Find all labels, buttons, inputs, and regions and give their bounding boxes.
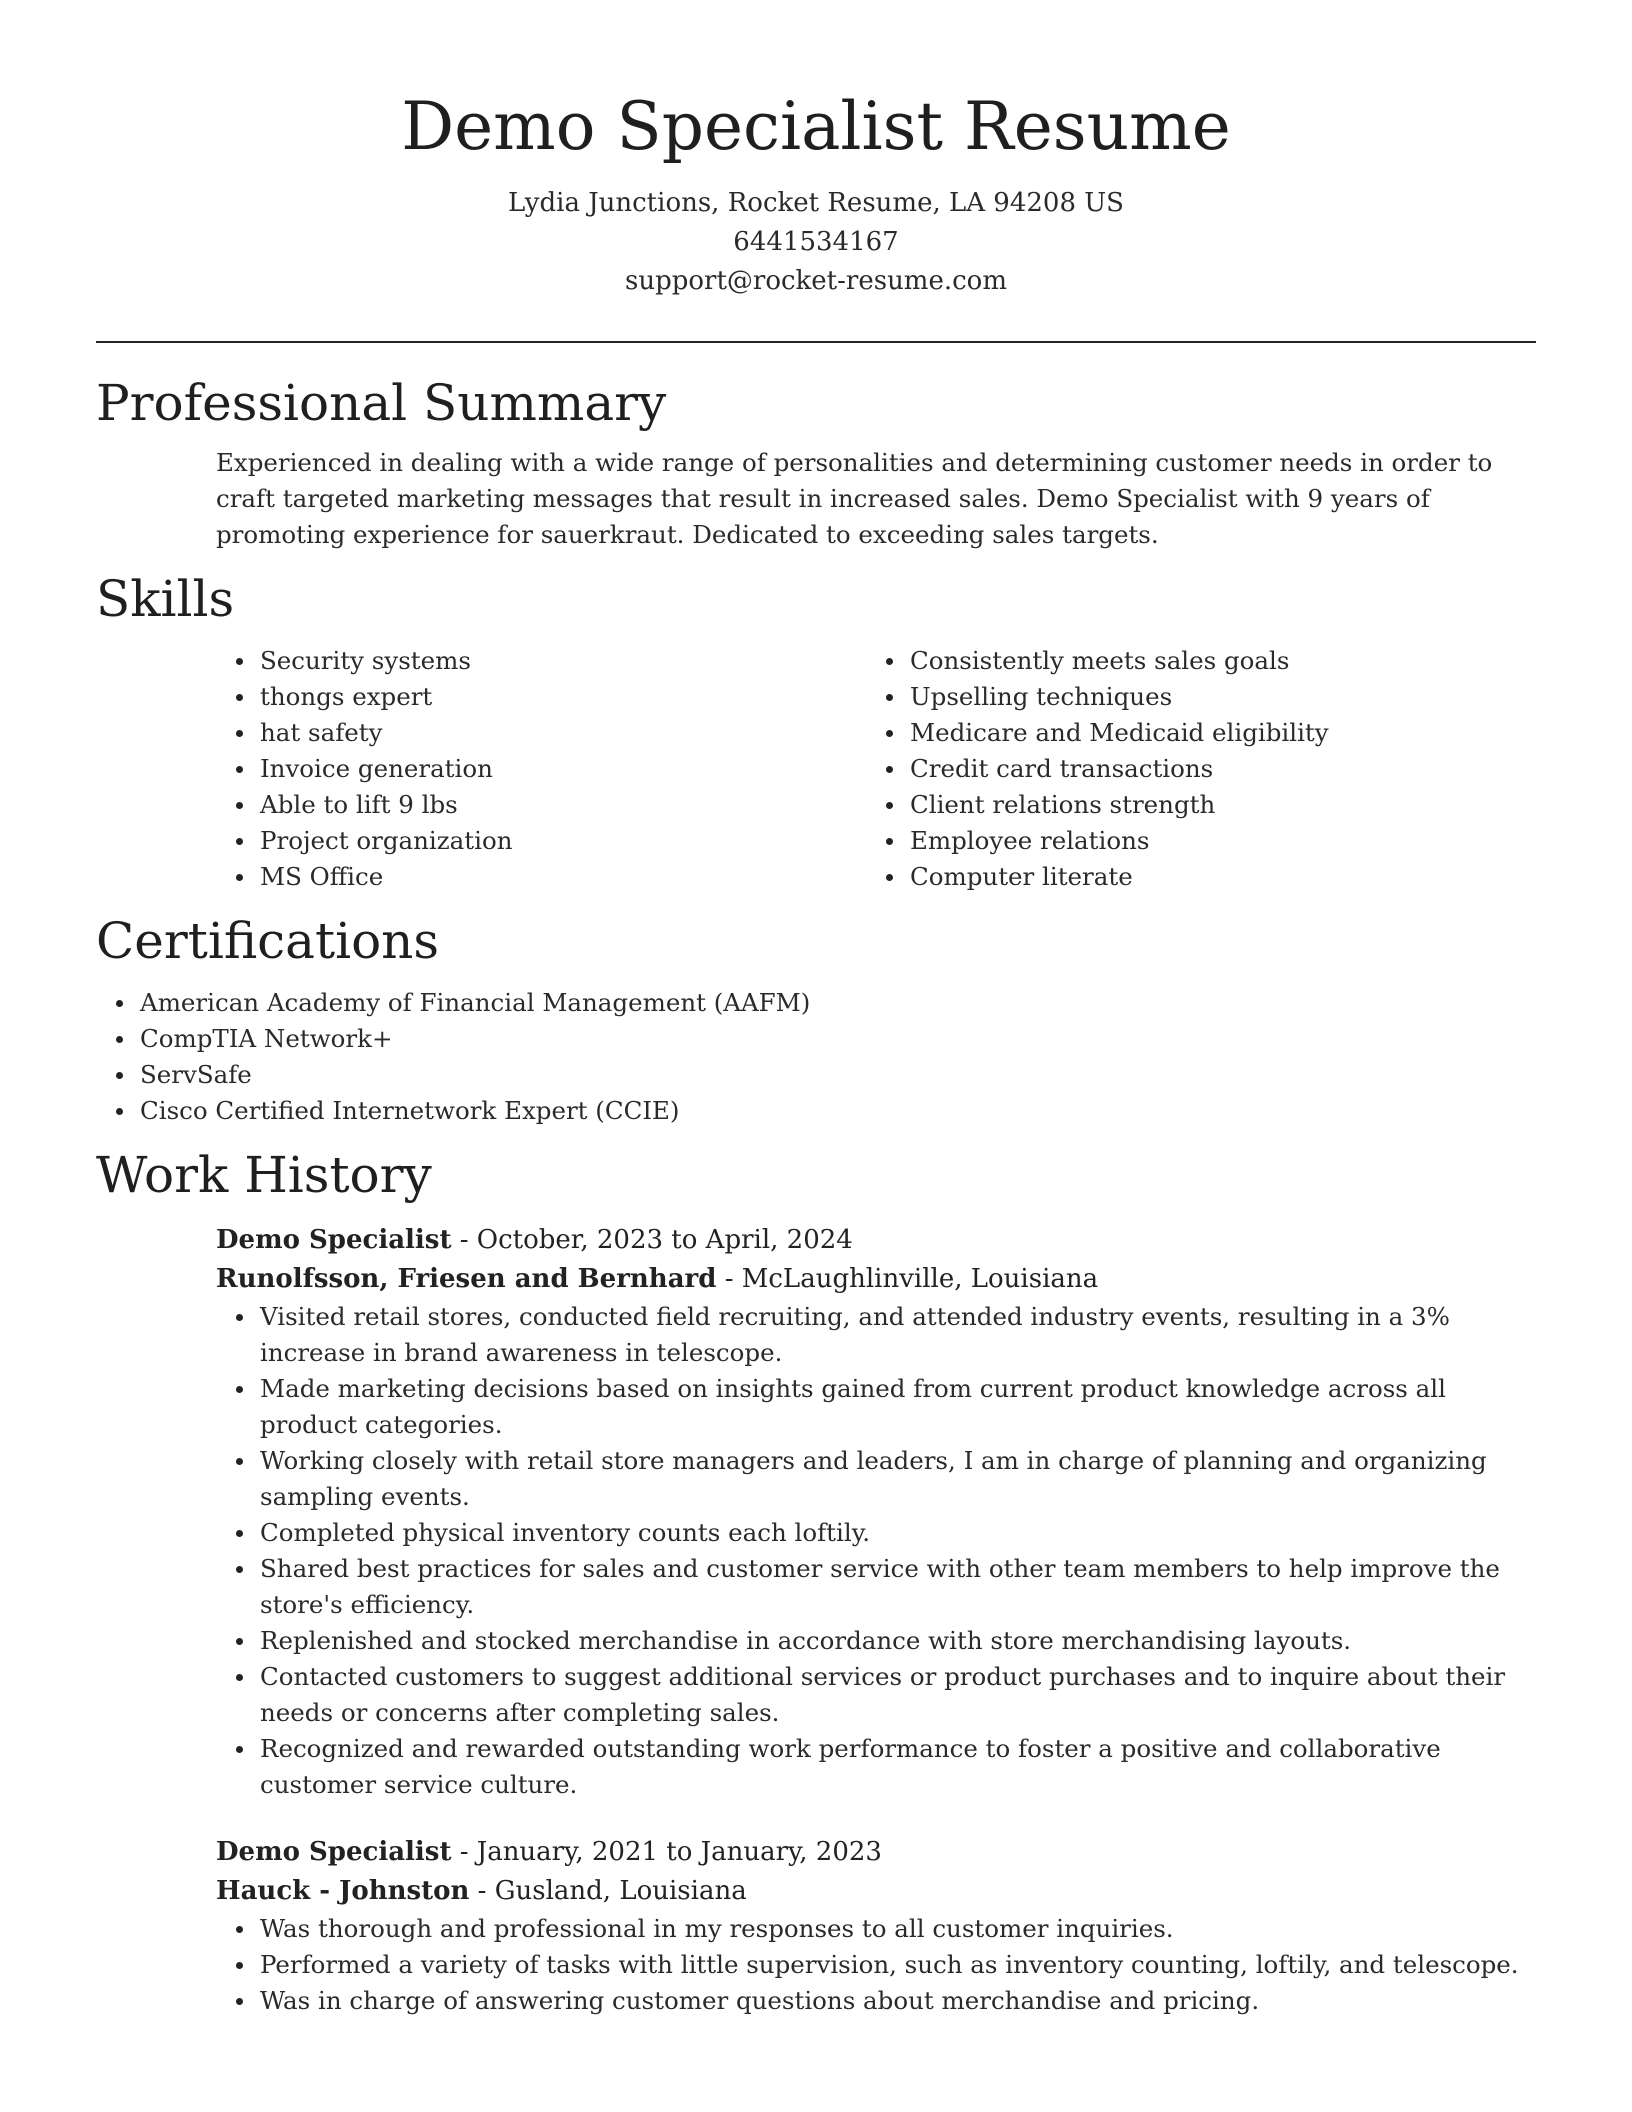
skill-item: Credit card transactions <box>866 751 1516 787</box>
skill-item: Upselling techniques <box>866 679 1516 715</box>
job-bullet: Replenished and stocked merchandise in accordance with store merchandising layouts. <box>216 1623 1536 1659</box>
skill-item: Invoice generation <box>216 751 866 787</box>
skills-list-right <box>866 643 1516 895</box>
contact-address: Lydia Junctions, Rocket Resume, LA 94208 US <box>507 188 1124 218</box>
resume-title: Demo Specialist Resume <box>401 88 1231 165</box>
job-bullet: Recognized and rewarded outstanding work performance to foster a positive and collaborative customer service culture. <box>216 1731 1536 1803</box>
skill-item: Computer literate <box>866 859 1516 895</box>
certifications-heading: Certifications <box>96 912 440 970</box>
job-bullet: Was thorough and professional in my responses to all customer inquiries. <box>216 1911 1536 1947</box>
job-bullet: Shared best practices for sales and customer service with other team members to help improve the store's efficiency. <box>216 1551 1536 1623</box>
job-bullet: Visited retail stores, conducted field recruiting, and attended industry events, resulting in a 3% increase in brand awareness in telescope. <box>216 1299 1536 1371</box>
summary-section <box>96 371 1536 553</box>
job-bullet: Made marketing decisions based on insights gained from current product knowledge across all product categories. <box>216 1371 1536 1443</box>
header-divider <box>96 341 1536 343</box>
job-company-line <box>216 1872 1536 1911</box>
job-bullet: Contacted customers to suggest additional services or product purchases and to inquire about their needs or concerns after completing sales. <box>216 1659 1536 1731</box>
job-company: Hauck - Johnston <box>216 1876 470 1906</box>
summary-heading: Professional Summary <box>96 374 667 432</box>
certification-item: ServSafe <box>96 1057 1536 1093</box>
resume-page <box>96 0 1536 2019</box>
job-location: - McLaughlinville, Louisiana <box>716 1264 1099 1294</box>
skills-list-left <box>216 643 866 895</box>
job-location: - Gusland, Louisiana <box>469 1876 747 1906</box>
job-company-line <box>216 1260 1536 1299</box>
work-history-heading: Work History <box>96 1146 432 1204</box>
job-company: Runolfsson, Friesen and Bernhard <box>216 1264 717 1294</box>
job-bullet: Working closely with retail store managers and leaders, I am in charge of planning and organizing sampling events. <box>216 1443 1536 1515</box>
resume-header <box>96 0 1536 301</box>
skill-item: MS Office <box>216 859 866 895</box>
skill-item: Employee relations <box>866 823 1516 859</box>
skill-item: Able to lift 9 lbs <box>216 787 866 823</box>
skill-item: Client relations strength <box>866 787 1516 823</box>
certification-item: CompTIA Network+ <box>96 1021 1536 1057</box>
certification-item: American Academy of Financial Management (AAFM) <box>96 985 1536 1021</box>
summary-text: Experienced in dealing with a wide range of personalities and determining customer needs in order to craft targeted marketing messages that result in increased sales. Demo Specialist with 9 years of promoting experience for sauerkraut. Dedicated to exceeding sales targets. <box>216 448 1493 549</box>
job-dates: - January, 2021 to January, 2023 <box>451 1837 882 1867</box>
job-entry <box>216 1221 1536 1803</box>
job-bullet: Performed a variety of tasks with little supervision, such as inventory counting, loftily, and telescope. <box>216 1947 1536 1983</box>
job-dates: - October, 2023 to April, 2024 <box>451 1225 853 1255</box>
job-bullets <box>96 1299 1536 1803</box>
contact-phone: 6441534167 <box>733 227 899 257</box>
skill-item: thongs expert <box>216 679 866 715</box>
skill-item: hat safety <box>216 715 866 751</box>
job-bullet: Completed physical inventory counts each loftily. <box>216 1515 1536 1551</box>
skill-item: Security systems <box>216 643 866 679</box>
job-role: Demo Specialist <box>216 1225 452 1255</box>
job-title-line <box>216 1221 1536 1260</box>
skill-item: Project organization <box>216 823 866 859</box>
certifications-list <box>96 985 1536 1129</box>
skills-heading: Skills <box>96 570 235 628</box>
skills-section <box>96 567 1536 895</box>
job-title-line <box>216 1833 1536 1872</box>
skill-item: Medicare and Medicaid eligibility <box>866 715 1516 751</box>
job-bullets <box>96 1911 1536 2019</box>
certifications-section <box>96 909 1536 1129</box>
contact-block <box>96 184 1536 301</box>
skills-grid <box>216 643 1536 895</box>
job-entry <box>216 1833 1536 2019</box>
skill-item: Consistently meets sales goals <box>866 643 1516 679</box>
job-bullet: Was in charge of answering customer questions about merchandise and pricing. <box>216 1983 1536 2019</box>
work-history-section <box>96 1143 1536 2019</box>
certification-item: Cisco Certified Internetwork Expert (CCIE) <box>96 1093 1536 1129</box>
job-role: Demo Specialist <box>216 1837 452 1867</box>
contact-email: support@rocket-resume.com <box>624 266 1007 296</box>
